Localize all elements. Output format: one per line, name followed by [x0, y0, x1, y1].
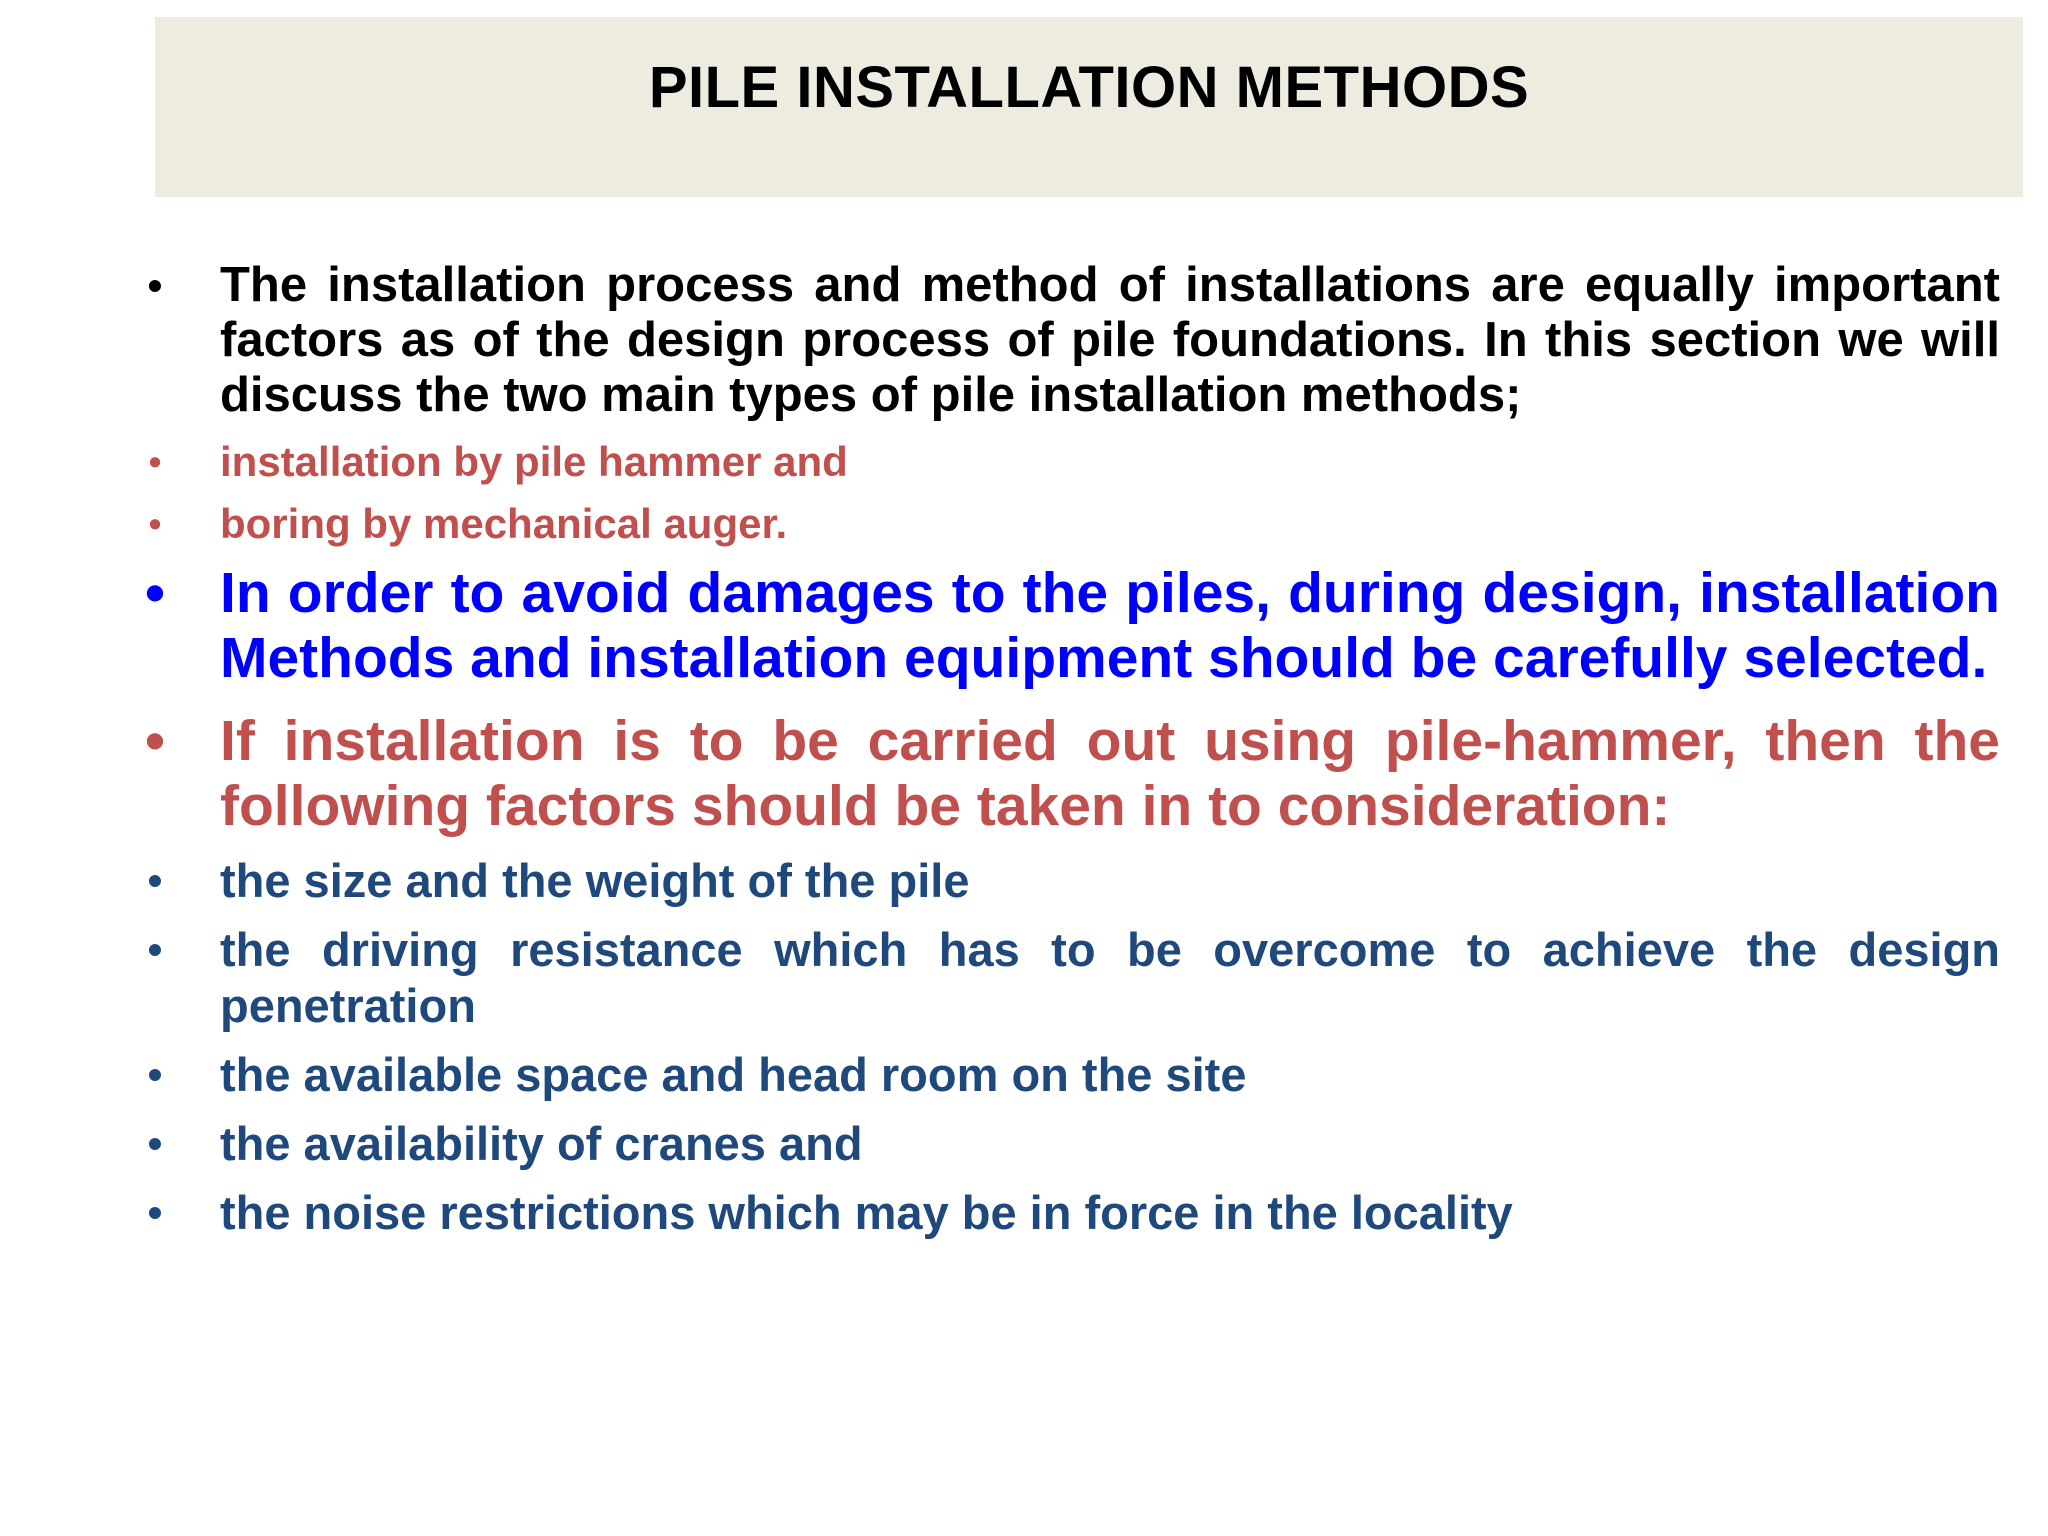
- bullet-icon: •: [148, 503, 162, 544]
- bullet-icon: •: [147, 926, 163, 973]
- slide-title: PILE INSTALLATION METHODS: [648, 54, 1530, 120]
- bullet-text: In order to avoid damages to the piles, during design, installation Methods and installation equipment should be carefully selected.: [220, 561, 2000, 690]
- bullet-text: The installation process and method of installations are equally important factors as of the design process of pile foundations. In this section we will discuss the two main types of pile installation methods;: [220, 258, 2000, 422]
- bullet-icon: •: [147, 1120, 163, 1167]
- bullet-text: the size and the weight of the pile: [220, 854, 970, 907]
- bullet-text: the noise restrictions which may be in force in the locality: [220, 1186, 1513, 1239]
- bullet-text: installation by pile hammer and: [220, 438, 848, 485]
- bullet-icon: •: [148, 441, 162, 482]
- bullet-item-avoid-damage: [140, 561, 2000, 691]
- bullet-icon: •: [147, 857, 163, 904]
- bullet-item-factor-cranes: [140, 1116, 2000, 1172]
- bullet-text: boring by mechanical auger.: [220, 500, 788, 547]
- title-banner: [155, 17, 2023, 197]
- bullet-item-factor-space: [140, 1047, 2000, 1103]
- bullet-text: the driving resistance which has to be overcome to achieve the design penetration: [220, 923, 2000, 1032]
- bullet-icon: •: [147, 262, 163, 309]
- bullet-icon: •: [147, 1189, 163, 1236]
- bullet-icon: •: [145, 561, 165, 625]
- bullet-text: the availability of cranes and: [220, 1117, 863, 1170]
- bullet-list: [140, 258, 2000, 1254]
- bullet-item-factor-resistance: [140, 922, 2000, 1034]
- bullet-icon: •: [147, 1051, 163, 1098]
- bullet-item-intro: [140, 258, 2000, 423]
- bullet-item-pile-hammer-factors: [140, 709, 2000, 839]
- bullet-text: the available space and head room on the site: [220, 1048, 1247, 1101]
- bullet-item-method-auger: [140, 499, 2000, 549]
- bullet-text: If installation is to be carried out using pile-hammer, then the following factors should be taken in to consideration:: [220, 709, 2000, 838]
- bullet-item-factor-size: [140, 853, 2000, 909]
- bullet-item-method-hammer: [140, 437, 2000, 487]
- bullet-icon: •: [145, 709, 165, 773]
- bullet-item-factor-noise: [140, 1185, 2000, 1241]
